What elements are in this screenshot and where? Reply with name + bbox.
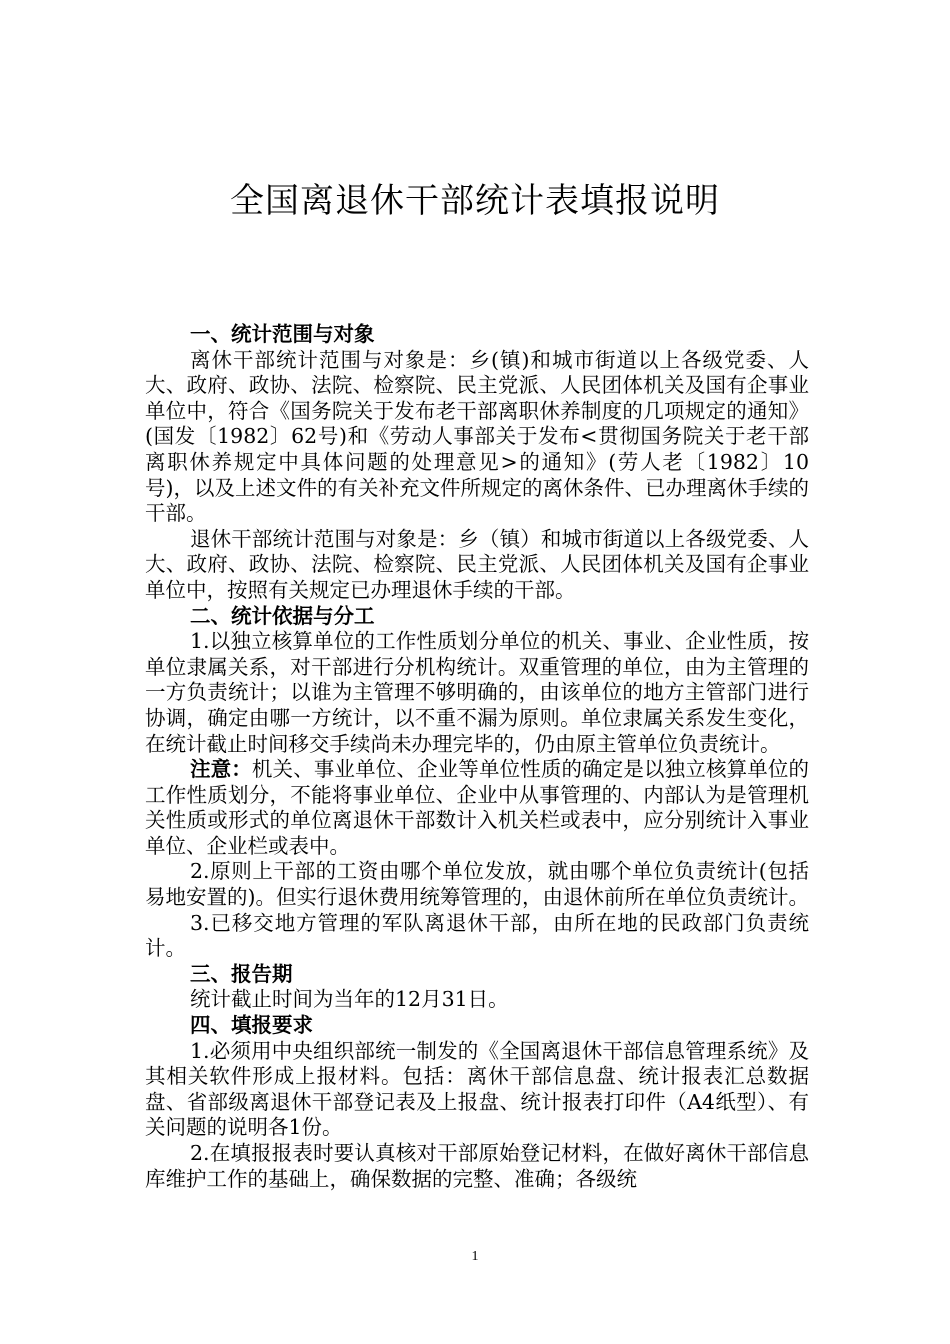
- section-heading-requirements: 四、填报要求: [190, 1013, 313, 1038]
- paragraph-pensioner-scope: 退休干部统计范围与对象是：乡（镇）和城市街道以上各级党委、人大、政府、政协、法院、检察院、民主党派、人民团体机关及国有企事业单位中，按照有关规定已办理退休手续的干部。: [145, 526, 809, 602]
- note-text: 机关、事业单位、企业等单位性质的确定是以独立核算单位的工作性质划分，不能将事业单位、企业中从事管理的、内部认为是管理机关性质或形式的单位离退休干部数计入机关栏或表中，应分别统计入事业单位、企业栏或表中。: [145, 757, 810, 858]
- section-heading-reporting-period: 三、报告期: [190, 961, 293, 986]
- paragraph-requirements-1: 1.必须用中央组织部统一制发的《全国离退休干部信息管理系统》及其相关软件形成上报材料。包括：离休干部信息盘、统计报表汇总数据盘、省部级离退休干部登记表及上报盘、统计报表打印件（A4纸型）、有关问题的说明各1份。: [145, 1038, 809, 1140]
- section-heading-scope: 一、统计范围与对象: [190, 322, 375, 346]
- paragraph-basis-2: 2.原则上干部的工资由哪个单位发放，就由哪个单位负责统计(包括易地安置的)。但实行退休费用统筹管理的，由退休前所在单位负责统计。: [145, 859, 809, 910]
- paragraph-retired-cadre-scope: 离休干部统计范围与对象是：乡(镇)和城市街道以上各级党委、人大、政府、政协、法院、检察院、民主党派、人民团体机关及国有企事业单位中，符合《国务院关于发布老干部离职休养制度的几项规定的通知》(国发〔1982〕62号)和《劳动人事部关于发布<贯彻国务院关于老干部离职休养规定中具体问题的处理意见>的通知》(劳人老〔1982〕10号)，以及上述文件的有关补充文件所规定的离休条件、已办理离休手续的干部。: [145, 347, 809, 526]
- document-body: [145, 322, 809, 1192]
- paragraph-reporting-period: 统计截止时间为当年的12月31日。: [190, 987, 509, 1012]
- paragraph-basis-3: 3.已移交地方管理的军队离退休干部，由所在地的民政部门负责统计。: [145, 910, 809, 961]
- paragraph-basis-1: 1.以独立核算单位的工作性质划分单位的机关、事业、企业性质，按单位隶属关系，对干部进行分机构统计。双重管理的单位，由为主管理的一方负责统计；以谁为主管理不够明确的，由该单位的地方主管部门进行协调，确定由哪一方统计，以不重不漏为原则。单位隶属关系发生变化，在统计截止时间移交手续尚未办理完毕的，仍由原主管单位负责统计。: [145, 629, 809, 756]
- note-label: 注意：: [190, 757, 252, 782]
- section-heading-basis: 二、统计依据与分工: [190, 603, 375, 628]
- paragraph-note: [145, 757, 809, 859]
- paragraph-requirements-2: 2.在填报报表时要认真核对干部原始登记材料，在做好离休干部信息库维护工作的基础上，确保数据的完整、准确；各级统: [145, 1141, 809, 1191]
- document-title: 全国离退休干部统计表填报说明: [230, 181, 720, 221]
- page-number: 1: [471, 1249, 479, 1264]
